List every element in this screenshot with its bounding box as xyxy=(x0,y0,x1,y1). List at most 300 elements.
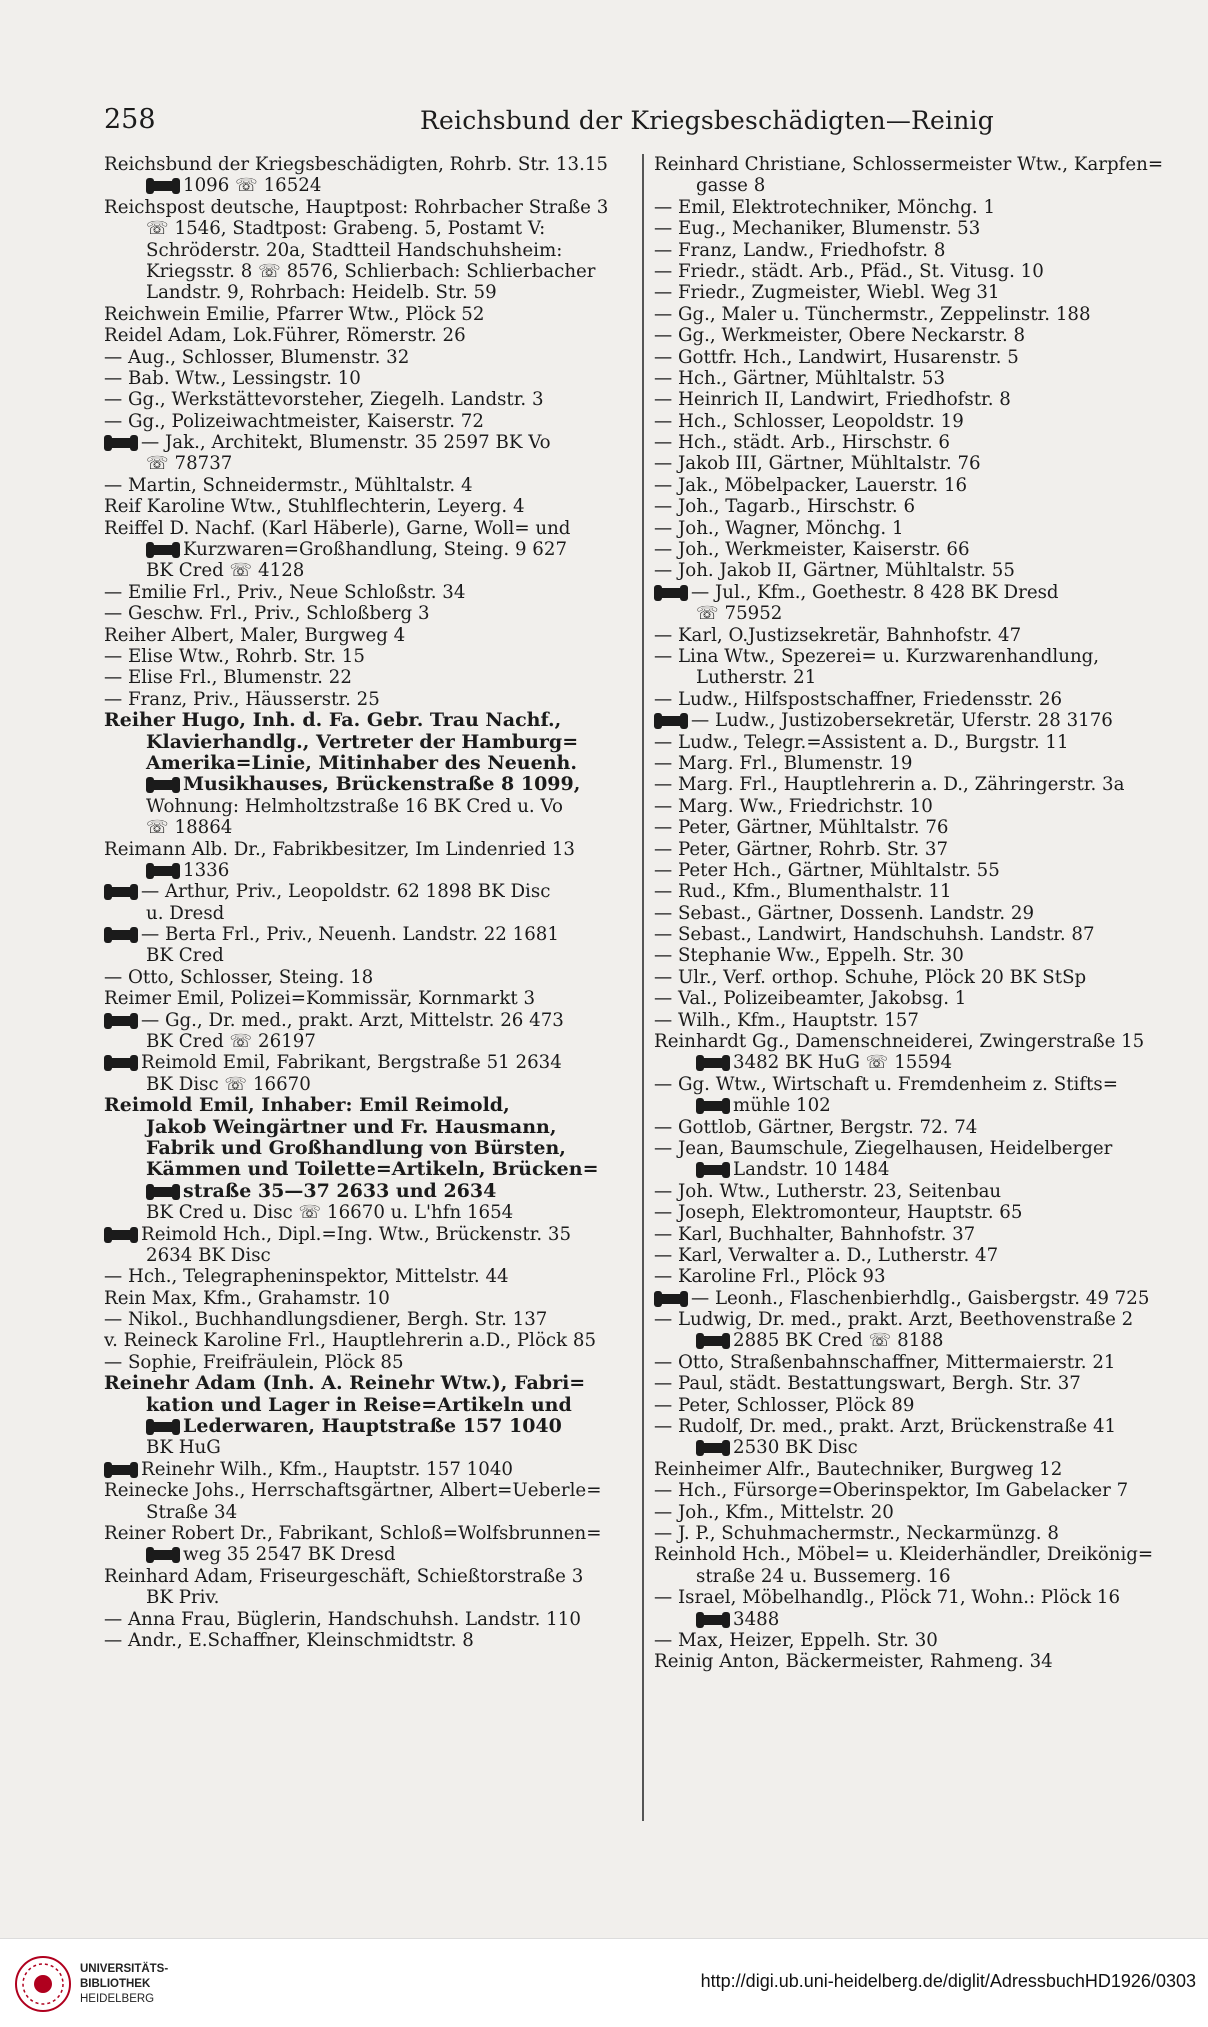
entry-text: — Geschw. Frl., Priv., Schloßberg 3 xyxy=(104,603,430,625)
directory-entry-line xyxy=(654,1031,1208,1052)
entry-text: — Franz, Priv., Häusserstr. 25 xyxy=(104,688,380,710)
directory-entry-line xyxy=(104,1587,630,1608)
directory-entry-line xyxy=(654,1330,1208,1351)
directory-entry-line xyxy=(104,1266,630,1287)
entry-text: — Gg. Wtw., Wirtschaft u. Fremdenheim z. Stifts= xyxy=(654,1073,1118,1095)
directory-entry-line xyxy=(104,924,630,945)
entry-text: — Bab. Wtw., Lessingstr. 10 xyxy=(104,367,361,389)
directory-entry-line xyxy=(654,1480,1208,1501)
directory-entry-line xyxy=(654,1181,1208,1202)
directory-entry-line xyxy=(104,1010,630,1031)
directory-entry-line xyxy=(654,1266,1208,1287)
directory-entry-line xyxy=(104,1395,630,1416)
entry-text: ☏ 78737 xyxy=(146,453,233,475)
directory-entry-line xyxy=(104,1138,630,1159)
directory-entry-line xyxy=(654,967,1208,988)
telephone-icon xyxy=(106,438,136,448)
entry-text: Reif Karoline Wtw., Stuhlflechterin, Leyerg. 4 xyxy=(104,496,525,518)
directory-entry-line xyxy=(654,796,1208,817)
entry-text: — Gg., Polizeiwachtmeister, Kaiserstr. 72 xyxy=(104,410,484,432)
entry-text: — Val., Polizeibeamter, Jakobsg. 1 xyxy=(654,988,967,1010)
directory-entry-line xyxy=(104,1052,630,1073)
entry-text: — Ludwig, Dr. med., prakt. Arzt, Beethovenstraße 2 xyxy=(654,1309,1134,1331)
directory-entry-line xyxy=(654,732,1208,753)
directory-entry-line xyxy=(654,1609,1208,1630)
entry-text: — Peter Hch., Gärtner, Mühltalstr. 55 xyxy=(654,859,1000,881)
entry-text: v. Reineck Karoline Frl., Hauptlehrerin a.D., Plöck 85 xyxy=(104,1330,597,1352)
directory-entry-line xyxy=(104,710,630,731)
telephone-icon xyxy=(148,1550,178,1560)
entry-text: 3488 xyxy=(733,1608,780,1630)
telephone-icon xyxy=(106,1016,136,1026)
entry-text: Reimer Emil, Polizei=Kommissär, Kornmarkt 3 xyxy=(104,988,536,1010)
entry-text: gasse 8 xyxy=(696,175,766,197)
directory-entry-line xyxy=(104,1352,630,1373)
directory-entry-line xyxy=(104,646,630,667)
directory-entry-line xyxy=(654,903,1208,924)
entry-text: Straße 34 xyxy=(146,1501,238,1523)
directory-entry-line xyxy=(104,432,630,453)
directory-entry-line xyxy=(104,817,630,838)
directory-entry-line xyxy=(654,646,1208,667)
directory-entry-line xyxy=(654,154,1208,175)
entry-text: 2530 BK Disc xyxy=(733,1437,858,1459)
directory-entry-line xyxy=(104,796,630,817)
entry-text: BK Disc ☏ 16670 xyxy=(146,1073,311,1095)
directory-entry-line xyxy=(654,924,1208,945)
entry-text: Musikhauses, Brückenstraße 8 1099, xyxy=(183,774,581,796)
entry-text: — Gg., Werkstättevorsteher, Ziegelh. Landstr. 3 xyxy=(104,389,544,411)
directory-entry-line xyxy=(654,496,1208,517)
entry-text: — Friedr., Zugmeister, Wiebl. Weg 31 xyxy=(654,282,1000,304)
entry-text: Reidel Adam, Lok.Führer, Römerstr. 26 xyxy=(104,325,466,347)
directory-entry-line xyxy=(104,240,630,261)
entry-text: — Joseph, Elektromonteur, Hauptstr. 65 xyxy=(654,1202,1023,1224)
entry-text: kation und Lager in Reise=Artikeln und xyxy=(146,1394,572,1416)
entry-text: Reinehr Adam (Inh. A. Reinehr Wtw.), Fabri= xyxy=(104,1373,586,1395)
directory-entry-line xyxy=(104,1224,630,1245)
directory-entry-line xyxy=(654,197,1208,218)
telephone-icon xyxy=(106,887,136,897)
left-column xyxy=(104,154,630,1651)
directory-entry-line xyxy=(654,453,1208,474)
entry-text: — Joh. Jakob II, Gärtner, Mühltalstr. 55 xyxy=(654,560,1015,582)
directory-entry-line xyxy=(654,1566,1208,1587)
directory-entry-line xyxy=(654,432,1208,453)
directory-entry-line xyxy=(104,1181,630,1202)
entry-text: Landstr. 10 1484 xyxy=(733,1159,890,1181)
directory-entry-line xyxy=(104,1480,630,1501)
telephone-icon xyxy=(698,1101,728,1111)
entry-text: Wohnung: Helmholtzstraße 16 BK Cred u. Vo xyxy=(146,795,563,817)
directory-entry-line xyxy=(654,774,1208,795)
telephone-icon xyxy=(106,1230,136,1240)
entry-text: — Marg. Frl., Hauptlehrerin a. D., Zähringerstr. 3a xyxy=(654,774,1125,796)
entry-text: ☏ 1546, Stadtpost: Grabeng. 5, Postamt V: xyxy=(146,218,546,240)
directory-entry-line xyxy=(654,1159,1208,1180)
entry-text: — Joh., Tagarb., Hirschstr. 6 xyxy=(654,496,916,518)
entry-text: BK Priv. xyxy=(146,1587,220,1609)
entry-text: Reiner Robert Dr., Fabrikant, Schloß=Wolfsbrunnen= xyxy=(104,1523,602,1544)
directory-entry-line xyxy=(654,1074,1208,1095)
directory-entry-line xyxy=(104,389,630,410)
directory-entry-line xyxy=(104,945,630,966)
entry-text: — Peter, Gärtner, Rohrb. Str. 37 xyxy=(654,838,949,860)
directory-entry-line xyxy=(654,325,1208,346)
directory-entry-line xyxy=(654,518,1208,539)
entry-text: Reichspost deutsche, Hauptpost: Rohrbacher Straße 3 xyxy=(104,196,609,218)
entry-text: — Rud., Kfm., Blumenthalstr. 11 xyxy=(654,881,952,903)
directory-entry-line xyxy=(654,475,1208,496)
entry-text: — Karl, Verwalter a. D., Lutherstr. 47 xyxy=(654,1244,999,1266)
entry-text: 2634 BK Disc xyxy=(146,1244,271,1266)
entry-text: — Otto, Schlosser, Steing. 18 xyxy=(104,966,374,988)
directory-entry-line xyxy=(104,325,630,346)
library-logo-icon xyxy=(14,1955,72,2013)
directory-entry-line xyxy=(104,1095,630,1116)
entry-text: Landstr. 9, Rohrbach: Heidelb. Str. 59 xyxy=(146,282,497,304)
directory-entry-line xyxy=(104,732,630,753)
entry-text: 3482 BK HuG ☏ 15594 xyxy=(733,1052,953,1074)
directory-entry-line xyxy=(654,1245,1208,1266)
entry-text: — Sebast., Landwirt, Handschuhsh. Landstr. 87 xyxy=(654,924,1095,946)
directory-entry-line xyxy=(654,1010,1208,1031)
directory-entry-line xyxy=(654,1459,1208,1480)
entry-text: ☏ 18864 xyxy=(146,817,233,839)
directory-entry-line xyxy=(104,860,630,881)
entry-text: — Gg., Werkmeister, Obere Neckarstr. 8 xyxy=(654,325,1026,347)
directory-entry-line xyxy=(654,539,1208,560)
library-name-line-3: HEIDELBERG xyxy=(80,1993,155,2005)
directory-entry-line xyxy=(654,1502,1208,1523)
directory-entry-line xyxy=(654,240,1208,261)
entry-text: — Joh., Kfm., Mittelstr. 20 xyxy=(654,1501,894,1523)
entry-text: mühle 102 xyxy=(733,1095,831,1117)
directory-entry-line xyxy=(104,175,630,196)
entry-text: — Joh., Werkmeister, Kaiserstr. 66 xyxy=(654,539,970,561)
directory-entry-line xyxy=(104,582,630,603)
entry-text: Reimold Emil, Inhaber: Emil Reimold, xyxy=(104,1095,510,1117)
column-divider xyxy=(642,154,644,1821)
directory-entry-line xyxy=(654,261,1208,282)
directory-entry-line xyxy=(104,496,630,517)
directory-entry-line xyxy=(654,1395,1208,1416)
directory-entry-line xyxy=(654,1352,1208,1373)
directory-entry-line xyxy=(654,1587,1208,1608)
directory-entry-line xyxy=(654,1544,1208,1565)
entry-text: — Otto, Straßenbahnschaffner, Mittermaierstr. 21 xyxy=(654,1351,1116,1373)
entry-text: — Hch., städt. Arb., Hirschstr. 6 xyxy=(654,432,950,454)
entry-text: ☏ 75952 xyxy=(696,603,783,625)
entry-text: Reinheimer Alfr., Bautechniker, Burgweg 12 xyxy=(654,1458,1063,1480)
entry-text: — Lina Wtw., Spezerei= u. Kurzwarenhandlung, xyxy=(654,645,1100,667)
entry-text: — Stephanie Ww., Eppelh. Str. 30 xyxy=(654,945,964,967)
entry-text: — Karl, Buchhalter, Bahnhofstr. 37 xyxy=(654,1223,976,1245)
entry-text: weg 35 2547 BK Dresd xyxy=(183,1544,396,1566)
entry-text: — Peter, Gärtner, Mühltalstr. 76 xyxy=(654,817,949,839)
telephone-icon xyxy=(698,1165,728,1175)
directory-entry-line xyxy=(654,1437,1208,1458)
directory-entry-line xyxy=(104,667,630,688)
directory-entry-line xyxy=(654,389,1208,410)
directory-entry-line xyxy=(654,175,1208,196)
source-url-link[interactable]: http://digi.ub.uni-heidelberg.de/diglit/AdressbuchHD1926/0303 xyxy=(700,1971,1196,1991)
entry-text: — Ulr., Verf. orthop. Schuhe, Plöck 20 BK StSp xyxy=(654,966,1087,988)
directory-entry-line xyxy=(654,839,1208,860)
directory-entry-line xyxy=(104,1373,630,1394)
directory-entry-line xyxy=(654,1309,1208,1330)
directory-entry-line xyxy=(104,1031,630,1052)
entry-text: — Jean, Baumschule, Ziegelhausen, Heidelberger xyxy=(654,1137,1113,1159)
entry-text: — Hch., Schlosser, Leopoldstr. 19 xyxy=(654,410,964,432)
entry-text: — Joh., Wagner, Mönchg. 1 xyxy=(654,517,904,539)
entry-text: — Berta Frl., Priv., Neuenh. Landstr. 22 1681 xyxy=(141,924,559,946)
entry-text: Reinehr Wilh., Kfm., Hauptstr. 157 1040 xyxy=(141,1458,513,1480)
entry-text: — Gottlob, Gärtner, Bergstr. 72. 74 xyxy=(654,1116,978,1138)
directory-entry-line xyxy=(104,261,630,282)
directory-entry-line xyxy=(654,347,1208,368)
entry-text: Fabrik und Großhandlung von Bürsten, xyxy=(146,1137,566,1159)
directory-entry-line xyxy=(654,1224,1208,1245)
entry-text: Amerika=Linie, Mitinhaber des Neuenh. xyxy=(146,752,577,774)
telephone-icon xyxy=(106,1058,136,1068)
directory-entry-line xyxy=(104,839,630,860)
directory-entry-line xyxy=(654,1138,1208,1159)
entry-text: — Gg., Dr. med., prakt. Arzt, Mittelstr. 26 473 xyxy=(141,1009,564,1031)
directory-entry-line xyxy=(104,1074,630,1095)
entry-text: Reimann Alb. Dr., Fabrikbesitzer, Im Lindenried 13 xyxy=(104,838,575,860)
entry-text: — Ludw., Justizobersekretär, Uferstr. 28 3176 xyxy=(691,710,1113,732)
entry-text: — Jakob III, Gärtner, Mühltalstr. 76 xyxy=(654,453,981,475)
directory-entry-line xyxy=(654,667,1208,688)
entry-text: Reichwein Emilie, Pfarrer Wtw., Plöck 52 xyxy=(104,303,485,325)
directory-entry-line xyxy=(104,560,630,581)
directory-entry-line xyxy=(654,1095,1208,1116)
entry-text: — Elise Frl., Blumenstr. 22 xyxy=(104,667,352,689)
entry-text: — Hch., Gärtner, Mühltalstr. 53 xyxy=(654,367,946,389)
directory-entry-line xyxy=(104,475,630,496)
telephone-icon xyxy=(698,1443,728,1453)
entry-text: — Heinrich II, Landwirt, Friedhofstr. 8 xyxy=(654,389,1011,411)
directory-entry-line xyxy=(654,710,1208,731)
directory-entry-line xyxy=(104,903,630,924)
entry-text: straße 24 u. Bussemerg. 16 xyxy=(696,1565,951,1587)
directory-entry-line xyxy=(104,1459,630,1480)
directory-entry-line xyxy=(654,753,1208,774)
directory-entry-line xyxy=(104,347,630,368)
page-number: 258 xyxy=(104,104,156,135)
directory-entry-line xyxy=(104,625,630,646)
directory-entry-line xyxy=(104,304,630,325)
entry-text: Lederwaren, Hauptstraße 157 1040 xyxy=(183,1416,562,1438)
entry-text: — Emilie Frl., Priv., Neue Schloßstr. 34 xyxy=(104,581,466,603)
directory-entry-line xyxy=(654,881,1208,902)
directory-entry-line xyxy=(104,1416,630,1437)
directory-entry-line xyxy=(104,1630,630,1651)
entry-text: — Ludw., Telegr.=Assistent a. D., Burgstr. 11 xyxy=(654,731,1069,753)
entry-text: — Rudolf, Dr. med., prakt. Arzt, Brückenstraße 41 xyxy=(654,1416,1117,1438)
telephone-icon xyxy=(148,181,178,191)
telephone-icon xyxy=(106,1465,136,1475)
entry-text: — Marg. Frl., Blumenstr. 19 xyxy=(654,752,913,774)
directory-entry-line xyxy=(654,689,1208,710)
directory-entry-line xyxy=(104,518,630,539)
entry-text: Reimold Hch., Dipl.=Ing. Wtw., Brückenstr. 35 xyxy=(141,1223,572,1245)
entry-text: — Sophie, Freifräulein, Plöck 85 xyxy=(104,1351,404,1373)
entry-text: Reichsbund der Kriegsbeschädigten, Rohrb. Str. 13.15 xyxy=(104,154,609,175)
entry-text: Kriegsstr. 8 ☏ 8576, Schlierbach: Schlierbacher xyxy=(146,260,596,282)
telephone-icon xyxy=(148,545,178,555)
entry-text: — Jak., Möbelpacker, Lauerstr. 16 xyxy=(654,474,968,496)
directory-entry-line xyxy=(654,1630,1208,1651)
directory-entry-line xyxy=(104,453,630,474)
telephone-icon xyxy=(656,588,686,598)
directory-entry-line xyxy=(654,988,1208,1009)
directory-entry-line xyxy=(654,817,1208,838)
entry-text: straße 35—37 2633 und 2634 xyxy=(183,1180,497,1202)
directory-entry-line xyxy=(654,304,1208,325)
entry-text: — Emil, Elektrotechniker, Mönchg. 1 xyxy=(654,196,996,218)
entry-text: — Elise Wtw., Rohrb. Str. 15 xyxy=(104,645,365,667)
telephone-icon xyxy=(148,780,178,790)
directory-entry-line xyxy=(654,1288,1208,1309)
directory-entry-line xyxy=(104,881,630,902)
entry-text: Reinhard Christiane, Schlossermeister Wtw., Karpfen= xyxy=(654,154,1164,175)
directory-entry-line xyxy=(104,603,630,624)
directory-entry-line xyxy=(104,1437,630,1458)
entry-text: BK HuG xyxy=(146,1437,221,1459)
entry-text: Rein Max, Kfm., Grahamstr. 10 xyxy=(104,1287,390,1309)
entry-text: Reinhard Adam, Friseurgeschäft, Schießtorstraße 3 xyxy=(104,1565,584,1587)
viewer-footer xyxy=(0,1938,1208,2027)
directory-entry-line xyxy=(104,1202,630,1223)
entry-text: u. Dresd xyxy=(146,902,225,924)
directory-entry-line xyxy=(654,1416,1208,1437)
telephone-icon xyxy=(148,1422,178,1432)
directory-entry-line xyxy=(104,411,630,432)
entry-text: — Israel, Möbelhandlg., Plöck 71, Wohn.: Plöck 16 xyxy=(654,1587,1121,1609)
directory-entry-line xyxy=(654,1373,1208,1394)
entry-text: — Eug., Mechaniker, Blumenstr. 53 xyxy=(654,218,981,240)
directory-entry-line xyxy=(104,774,630,795)
entry-text: 1336 xyxy=(183,859,230,881)
entry-text: 2885 BK Cred ☏ 8188 xyxy=(733,1330,944,1352)
directory-entry-line xyxy=(654,1651,1208,1672)
directory-entry-line xyxy=(104,1330,630,1351)
entry-text: BK Cred xyxy=(146,945,224,967)
directory-entry-line xyxy=(654,945,1208,966)
directory-entry-line xyxy=(104,368,630,389)
directory-entry-line xyxy=(104,539,630,560)
entry-text: — Hch., Fürsorge=Oberinspektor, Im Gabelacker 7 xyxy=(654,1480,1129,1502)
entry-text: — Sebast., Gärtner, Dossenh. Landstr. 29 xyxy=(654,902,1035,924)
directory-entry-line xyxy=(104,1566,630,1587)
telephone-icon xyxy=(106,930,136,940)
entry-text: — Ludw., Hilfspostschaffner, Friedensstr. 26 xyxy=(654,688,1063,710)
entry-text: — Franz, Landw., Friedhofstr. 8 xyxy=(654,239,946,261)
library-name-line-2: BIBLIOTHEK xyxy=(80,1978,151,1990)
right-column xyxy=(654,154,1208,1673)
telephone-icon xyxy=(698,1058,728,1068)
entry-text: — Hch., Telegrapheninspektor, Mittelstr. 44 xyxy=(104,1266,509,1288)
directory-entry-line xyxy=(654,368,1208,389)
directory-entry-line xyxy=(104,1502,630,1523)
running-title: Reichsbund der Kriegsbeschädigten—Reinig xyxy=(420,106,994,135)
directory-entry-line xyxy=(654,625,1208,646)
directory-entry-line xyxy=(654,1202,1208,1223)
directory-entry-line xyxy=(104,154,630,175)
directory-entry-line xyxy=(104,753,630,774)
entry-text: Reimold Emil, Fabrikant, Bergstraße 51 2634 xyxy=(141,1052,562,1074)
telephone-icon xyxy=(698,1336,728,1346)
directory-entry-line xyxy=(104,282,630,303)
entry-text: — Wilh., Kfm., Hauptstr. 157 xyxy=(654,1009,919,1031)
entry-text: — Nikol., Buchhandlungsdiener, Bergh. Str. 137 xyxy=(104,1309,548,1331)
telephone-icon xyxy=(656,1294,686,1304)
directory-entry-line xyxy=(104,197,630,218)
entry-text: — Arthur, Priv., Leopoldstr. 62 1898 BK Disc xyxy=(141,881,551,903)
entry-text: Kurzwaren=Großhandlung, Steing. 9 627 xyxy=(183,539,568,561)
directory-entry-line xyxy=(104,1159,630,1180)
library-name-line-1: UNIVERSITÄTS- xyxy=(80,1963,169,1975)
entry-text: Reinhardt Gg., Damenschneiderei, Zwingerstraße 15 xyxy=(654,1031,1145,1053)
directory-entry-line xyxy=(104,1245,630,1266)
entry-text: — Paul, städt. Bestattungswart, Bergh. Str. 37 xyxy=(654,1373,1081,1395)
entry-text: — Leonh., Flaschenbierhdlg., Gaisbergstr. 49 725 xyxy=(691,1287,1150,1309)
directory-entry-line xyxy=(654,218,1208,239)
entry-text: — Karoline Frl., Plöck 93 xyxy=(654,1266,886,1288)
directory-entry-line xyxy=(104,218,630,239)
directory-entry-line xyxy=(104,689,630,710)
entry-text: Klavierhandlg., Vertreter der Hamburg= xyxy=(146,731,579,753)
entry-text: — Peter, Schlosser, Plöck 89 xyxy=(654,1394,915,1416)
directory-entry-line xyxy=(654,582,1208,603)
directory-entry-line xyxy=(654,1117,1208,1138)
entry-text: — Aug., Schlosser, Blumenstr. 32 xyxy=(104,346,410,368)
directory-entry-line xyxy=(104,1523,630,1544)
entry-text: Reinhold Hch., Möbel= u. Kleiderhändler, Dreikönig= xyxy=(654,1544,1154,1566)
telephone-icon xyxy=(148,1187,178,1197)
telephone-icon xyxy=(698,1615,728,1625)
directory-entry-line xyxy=(654,860,1208,881)
entry-text: — Joh. Wtw., Lutherstr. 23, Seitenbau xyxy=(654,1180,1002,1202)
directory-entry-line xyxy=(104,1309,630,1330)
directory-entry-line xyxy=(104,1117,630,1138)
entry-text: Reinecke Johs., Herrschaftsgärtner, Albert=Ueberle= xyxy=(104,1480,602,1502)
entry-text: — Martin, Schneidermstr., Mühltalstr. 4 xyxy=(104,474,473,496)
directory-entry-line xyxy=(104,1609,630,1630)
entry-text: Schröderstr. 20a, Stadtteil Handschuhsheim: xyxy=(146,239,563,261)
telephone-icon xyxy=(148,866,178,876)
entry-text: — Anna Frau, Büglerin, Handschuhsh. Landstr. 110 xyxy=(104,1608,581,1630)
entry-text: — Jak., Architekt, Blumenstr. 35 2597 BK Vo xyxy=(141,432,551,454)
entry-text: Reiher Hugo, Inh. d. Fa. Gebr. Trau Nachf., xyxy=(104,710,562,732)
entry-text: — Gottfr. Hch., Landwirt, Husarenstr. 5 xyxy=(654,346,1019,368)
directory-entry-line xyxy=(654,282,1208,303)
directory-entry-line xyxy=(654,411,1208,432)
entry-text: BK Cred ☏ 26197 xyxy=(146,1031,316,1053)
directory-entry-line xyxy=(654,1052,1208,1073)
entry-text: — J. P., Schuhmachermstr., Neckarmünzg. 8 xyxy=(654,1523,1059,1544)
entry-text: — Andr., E.Schaffner, Kleinschmidtstr. 8 xyxy=(104,1629,474,1651)
entry-text: — Gg., Maler u. Tünchermstr., Zeppelinstr. 188 xyxy=(654,303,1091,325)
entry-text: Lutherstr. 21 xyxy=(696,667,817,689)
entry-text: BK Cred ☏ 4128 xyxy=(146,560,305,582)
entry-text: — Max, Heizer, Eppelh. Str. 30 xyxy=(654,1629,938,1651)
entry-text: 1096 ☏ 16524 xyxy=(183,175,322,197)
directory-entry-line xyxy=(104,967,630,988)
directory-entry-line xyxy=(654,603,1208,624)
